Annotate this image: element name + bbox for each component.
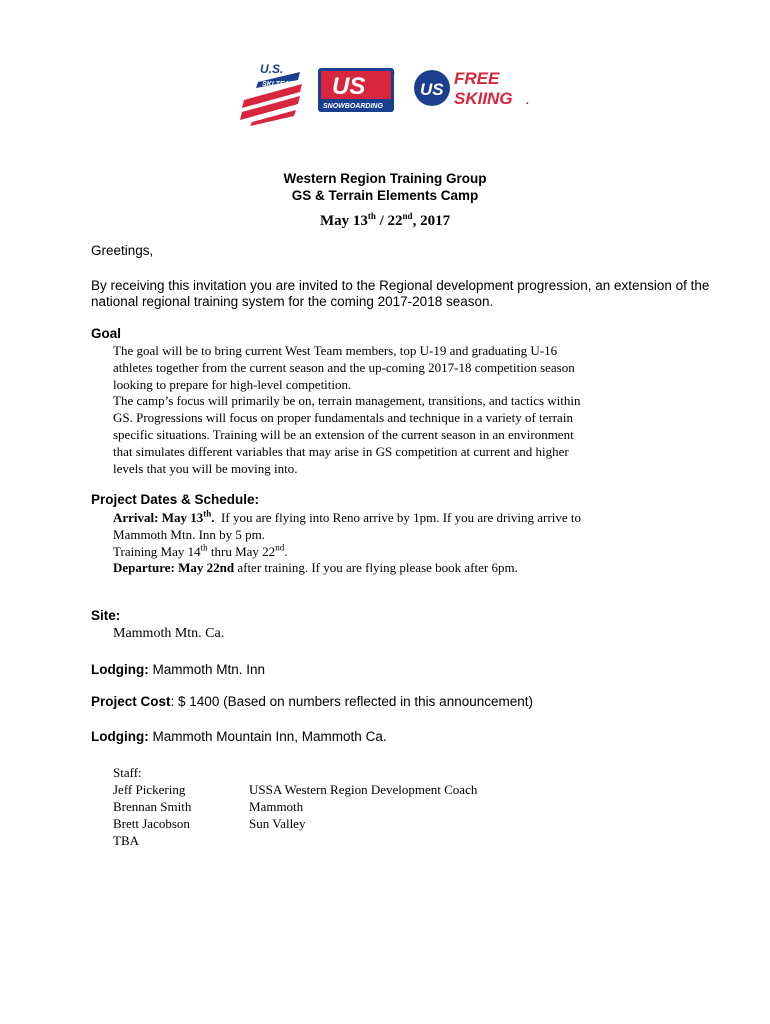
lodging-value-1: Mammoth Mtn. Inn: [148, 662, 266, 677]
event-dates: [0, 212, 770, 230]
staff-list: [113, 764, 477, 849]
intro-paragraph: By receiving this invitation you are invited to the Regional development progression, an extension of the national regional training system for the coming 2017-2018 season.: [91, 278, 710, 309]
arrival-text: If you are flying into Reno arrive by 1pm. If you are driving arrive to: [214, 510, 581, 525]
snow-logo-label: SNOWBOARDING: [323, 103, 383, 110]
arrival-line-2: Mammoth Mtn. Inn by 5 pm.: [113, 526, 266, 542]
staff-role: Mammoth: [249, 799, 304, 814]
departure-label: Departure: May 22nd: [113, 560, 235, 576]
goal-line: levels that you will be moving into.: [113, 460, 298, 476]
goal-line: athletes together from the current season and the up-coming 2017-18 competition season: [113, 359, 575, 375]
free-logo-period: .: [526, 93, 530, 107]
goal-line: The camp’s focus will primarily be on, terrain management, transitions, and tactics within: [113, 393, 581, 409]
date-part-1: May 13: [319, 213, 368, 229]
date-sup-2: nd: [402, 211, 413, 221]
training-sup-b: nd: [275, 542, 285, 553]
staff-name: TBA: [113, 833, 139, 848]
logo-bar: [238, 62, 538, 134]
arrival-line: [113, 510, 673, 527]
free-logo-mark: US: [420, 80, 444, 99]
greeting: Greetings,: [91, 243, 154, 258]
staff-row: [113, 815, 477, 832]
staff-name: Brett Jacobson: [113, 816, 190, 831]
goal-line: looking to prepare for high-level competition.: [113, 376, 352, 392]
project-cost-line: [91, 694, 533, 710]
schedule-heading: Project Dates & Schedule:: [91, 492, 260, 507]
staff-name: Brennan Smith: [113, 799, 192, 814]
arrival-label-end: .: [211, 510, 215, 525]
goal-line: GS. Progressions will focus on proper fundamentals and technique in a variety of terrain: [113, 410, 573, 426]
staff-role: USSA Western Region Development Coach: [249, 782, 478, 797]
ski-logo-top-text: U.S.: [260, 62, 284, 76]
staff-row: [113, 798, 477, 815]
lodging-label-2: Lodging:: [91, 729, 149, 744]
date-part-3: , 2017: [412, 213, 451, 229]
staff-row: [113, 781, 477, 798]
cost-label: Project Cost: [91, 694, 171, 709]
training-text-c: .: [284, 543, 288, 559]
site-value: Mammoth Mtn. Ca.: [113, 626, 225, 641]
goal-line: specific situations. Training will be an extension of the current season in an environment: [113, 426, 574, 442]
arrival-sup: th: [203, 508, 212, 519]
us-freeskiing-logo: [414, 66, 534, 110]
training-text-a: Training May 14: [113, 543, 201, 559]
staff-name: Jeff Pickering: [113, 782, 186, 797]
arrival-label: Arrival: May 13: [113, 510, 204, 525]
us-ski-team-logo: [238, 62, 308, 126]
title-block: [0, 170, 770, 230]
lodging-value-2: Mammoth Mountain Inn, Mammoth Ca.: [148, 729, 387, 744]
goal-line: that simulates different variables that may arise in GS competition at current and higher: [113, 443, 569, 459]
title-line-1: Western Region Training Group: [283, 171, 487, 186]
us-snowboarding-logo: [318, 68, 396, 112]
staff-row: [113, 832, 477, 849]
snow-logo-mark: US: [332, 73, 366, 100]
training-line: [113, 544, 673, 561]
title-line-2: GS & Terrain Elements Camp: [291, 188, 479, 203]
departure-line: [113, 560, 673, 577]
date-sup-1: th: [367, 211, 376, 221]
site-heading: Site:: [91, 608, 121, 623]
schedule-body: [113, 510, 673, 577]
training-sup-a: th: [200, 542, 208, 553]
goal-heading: Goal: [91, 326, 122, 341]
goal-line: The goal will be to bring current West Team members, top U-19 and graduating U-16: [113, 343, 558, 358]
departure-text: after training. If you are flying please book after 6pm.: [234, 560, 518, 576]
staff-heading: Staff:: [113, 765, 142, 780]
staff-role: Sun Valley: [249, 816, 306, 831]
snow-logo-tm: ™: [390, 72, 395, 78]
lodging-line-1: [91, 662, 265, 678]
ski-logo-bottom-text: SKI TEAM: [262, 81, 296, 88]
goal-body: [113, 343, 673, 477]
free-logo-line2: SKIING: [454, 89, 513, 108]
cost-value: : $ 1400 (Based on numbers reflected in this announcement): [170, 694, 534, 709]
lodging-line-2: [91, 729, 387, 745]
lodging-label-1: Lodging:: [91, 662, 149, 677]
free-logo-line1: FREE: [454, 69, 500, 88]
date-part-2: / 22: [375, 213, 403, 229]
training-text-b: thru May 22: [207, 543, 276, 559]
